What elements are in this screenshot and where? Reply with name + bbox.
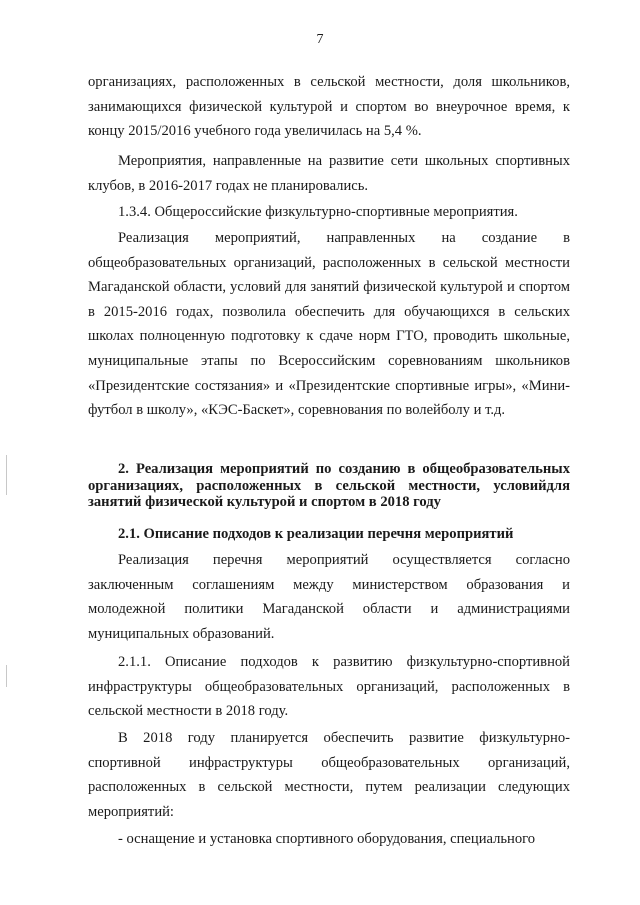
paragraph: Мероприятия, направленные на развитие сети школьных спортивных клубов, в 2016-2017 годах не планировались. bbox=[88, 153, 570, 194]
paragraph: Реализация мероприятий, направленных на создание в общеобразовательных организаций, расположенных в сельской местности Магаданской области, условий для занятий физической культурой и спортом в 2015-2016 годах, позволила обеспечить для обучающихся в сельских школах полноценную подготовку к сдаче норм ГТО, проводить школьные, муниципальные этапы по Всероссийским соревнованиям школьников «Президентские состязания» и «Президентские спортивные игры», «Мини-футбол в школу», «КЭС-Баскет», соревнования по волейболу и т.д. bbox=[88, 230, 570, 419]
paragraph: - оснащение и установка спортивного оборудования, специального bbox=[118, 831, 536, 847]
paragraph: Реализация перечня мероприятий осуществляется согласно заключенным соглашениям между министерством образования и молодежной политики Магаданской области и администрациями муниципальных образований. bbox=[88, 552, 570, 642]
scan-margin-mark bbox=[6, 665, 7, 687]
section-subheading: 1.3.4. Общероссийские физкультурно-спортивные мероприятия. bbox=[118, 204, 518, 220]
page-number: 7 bbox=[316, 32, 324, 47]
paragraph: 2.1.1. Описание подходов к развитию физкультурно-спортивной инфраструктуры общеобразовательных организаций, расположенных в сельской местности в 2018 году. bbox=[88, 654, 570, 720]
section-subheading: 2.1. Описание подходов к реализации перечня мероприятий bbox=[118, 526, 514, 542]
paragraph: организациях, расположенных в сельской местности, доля школьников, занимающихся физической культурой и спортом во внеурочное время, к концу 2015/2016 учебного года увеличилась на 5,4 %. bbox=[88, 74, 570, 140]
paragraph: В 2018 году планируется обеспечить развитие физкультурно-спортивной инфраструктуры общеобразовательных организаций, расположенных в сельской местности, путем реализации следующих мероприятий: bbox=[88, 730, 570, 820]
scan-margin-mark bbox=[6, 455, 7, 495]
section-heading: 2. Реализация мероприятий по созданию в общеобразовательных организациях, расположенных в сельской местности, условийдля занятий физической культурой и спортом в 2018 году bbox=[88, 461, 570, 510]
